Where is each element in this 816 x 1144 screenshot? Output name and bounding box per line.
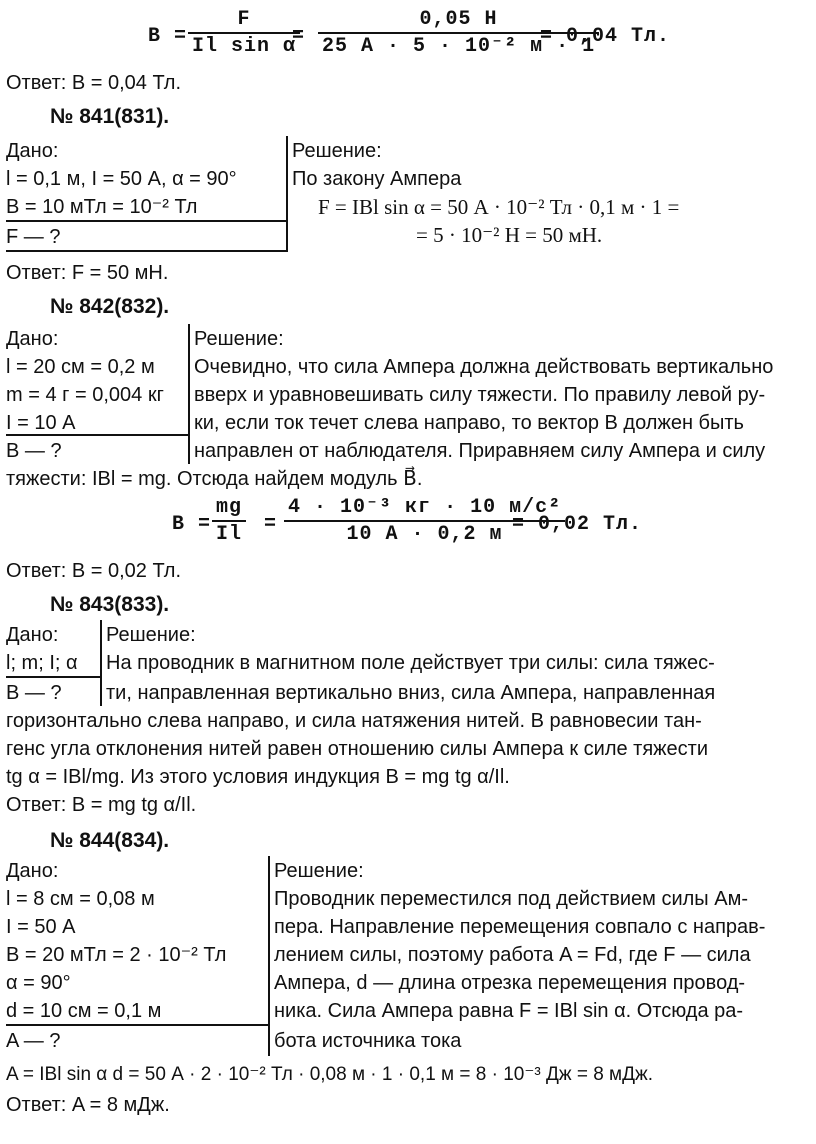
solution-line: ника. Сила Ампера равна F = IBl sin α. Отсюда ра- xyxy=(274,1000,744,1022)
solution-line: вверх и уравновешивать силу тяжести. По правилу левой ру- xyxy=(194,384,766,406)
solution-label: Решение: xyxy=(194,328,284,350)
formula-lhs: B = xyxy=(172,513,212,536)
given-item: α = 90° xyxy=(6,972,71,994)
given-item: B = 10 мТл = 10⁻² Тл xyxy=(6,196,198,218)
solution-line: ти, направленная вертикально вниз, сила Ампера, направленная xyxy=(106,682,716,704)
solution-label: Решение: xyxy=(274,860,364,882)
given-separator xyxy=(100,620,102,706)
given-item: l = 20 см = 0,2 м xyxy=(6,356,155,378)
given-item: d = 10 см = 0,1 м xyxy=(6,1000,162,1022)
fraction-denominator: 10 А · 0,2 м xyxy=(346,523,503,546)
given-separator xyxy=(188,324,190,464)
solution-line: бота источника тока xyxy=(274,1030,462,1052)
solution-line: пера. Направление перемещения совпало с направ- xyxy=(274,916,766,938)
solution-line: лением силы, поэтому работа A = Fd, где F — сила xyxy=(274,944,751,966)
solution-line: По закону Ампера xyxy=(292,168,462,190)
fraction-numerator: F xyxy=(237,8,251,31)
solution-formula: A = IBl sin α d = 50 А · 2 · 10⁻² Тл · 0,08 м · 1 · 0,1 м = 8 · 10⁻³ Дж = 8 мДж. xyxy=(6,1064,653,1085)
problem-title: № 842(832). xyxy=(50,295,170,318)
fraction-numerator: 4 · 10⁻³ кг · 10 м/с² xyxy=(288,496,562,519)
solution-formula: = 5 · 10⁻² Н = 50 мН. xyxy=(416,223,603,247)
given-separator xyxy=(286,136,288,252)
fraction-numerator: 0,05 Н xyxy=(419,8,498,31)
given-item: B = 20 мТл = 2 · 10⁻² Тл xyxy=(6,944,227,966)
solution-line: На проводник в магнитном поле действует три силы: сила тяжес- xyxy=(106,652,715,674)
solution-line: горизонтально слева направо, и сила натяжения нитей. В равновесии тан- xyxy=(6,710,702,732)
solution-line: Ампера, d — длина отрезка перемещения провод- xyxy=(274,972,746,994)
given-item: I = 10 А xyxy=(6,412,76,434)
answer: Ответ: B = mg tg α/Il. xyxy=(6,794,197,816)
fraction-denominator: 25 А · 5 · 10⁻² м · 1 xyxy=(322,35,596,58)
fraction-denominator: Il sin α xyxy=(192,35,297,58)
solution-formula: F = IBl sin α = 50 А · 10⁻² Тл · 0,1 м · 1 = xyxy=(318,195,680,219)
answer: Ответ: B = 0,02 Тл. xyxy=(6,560,182,582)
find-item: A — ? xyxy=(6,1030,61,1052)
answer: Ответ: B = 0,04 Тл. xyxy=(6,72,182,94)
formula-equals: = xyxy=(264,513,278,536)
given-item: l = 8 см = 0,08 м xyxy=(6,888,155,910)
solution-line: ки, если ток течет слева направо, то вектор В должен быть xyxy=(194,412,744,434)
fraction-denominator: Il xyxy=(216,523,243,546)
solution-line: направлен от наблюдателя. Приравняем силу Ампера и силу xyxy=(194,440,766,462)
answer: Ответ: A = 8 мДж. xyxy=(6,1094,170,1116)
find-item: B — ? xyxy=(6,440,62,462)
answer: Ответ: F = 50 мН. xyxy=(6,262,169,284)
given-bottom-line xyxy=(6,250,286,252)
fraction-numerator: mg xyxy=(216,496,243,519)
fraction-1 xyxy=(212,496,246,548)
solution-line: тяжести: IBl = mg. Отсюда найдем модуль B⃗. xyxy=(6,468,423,490)
fraction-1 xyxy=(188,8,300,60)
given-label: Дано: xyxy=(6,624,59,646)
solution-label: Решение: xyxy=(106,624,196,646)
solution-line: генс угла отклонения нитей равен отношению силы Ампера к силе тяжести xyxy=(6,738,708,760)
problem-title: № 841(831). xyxy=(50,105,170,128)
given-item: I = 50 А xyxy=(6,916,76,938)
given-label: Дано: xyxy=(6,140,59,162)
given-item: m = 4 г = 0,004 кг xyxy=(6,384,164,406)
solution-line: Очевидно, что сила Ампера должна действовать вертикально xyxy=(194,356,774,378)
given-item: l; m; I; α xyxy=(6,652,78,674)
given-label: Дано: xyxy=(6,328,59,350)
formula-result: = 0,04 Тл. xyxy=(540,25,671,48)
problem-title: № 843(833). xyxy=(50,593,170,616)
formula-lhs: B = xyxy=(148,25,188,48)
given-separator xyxy=(268,856,270,1056)
solution-line: tg α = IBl/mg. Из этого условия индукция B = mg tg α/Il. xyxy=(6,766,510,788)
given-label: Дано: xyxy=(6,860,59,882)
given-item: l = 0,1 м, I = 50 А, α = 90° xyxy=(6,168,237,190)
find-item: B — ? xyxy=(6,682,62,704)
problem-title: № 844(834). xyxy=(50,829,170,852)
solution-label: Решение: xyxy=(292,140,382,162)
formula-result: = 0,02 Тл. xyxy=(512,513,643,536)
solution-line: Проводник переместился под действием силы Ам- xyxy=(274,888,748,910)
find-item: F — ? xyxy=(6,226,61,248)
formula-equals: = xyxy=(292,25,306,48)
